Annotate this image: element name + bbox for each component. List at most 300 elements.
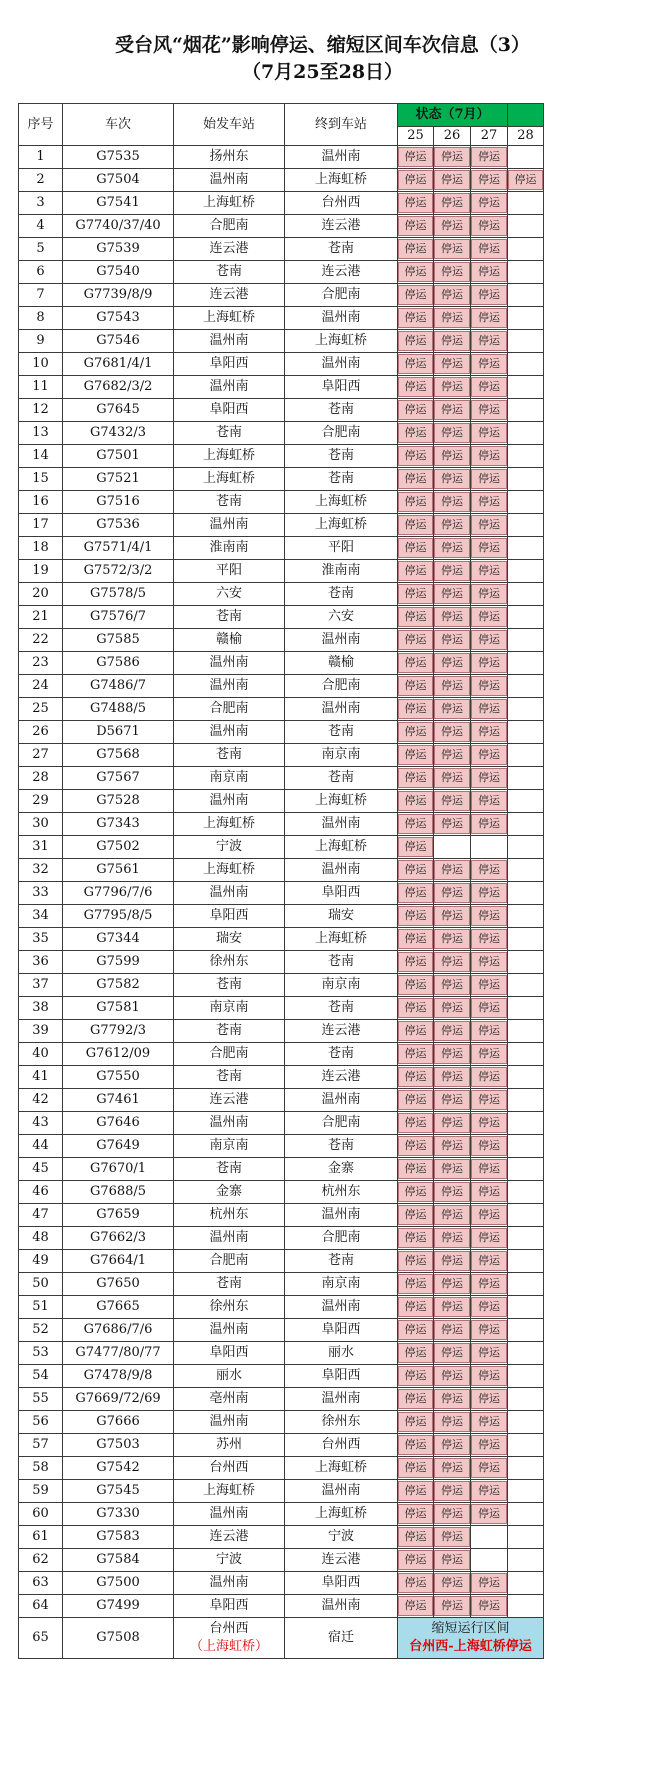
stop-badge: 停运 [434,722,470,742]
status-cell [398,951,434,974]
stop-badge: 停运 [398,630,433,650]
train-number: G7586 [63,652,174,675]
destination-station: 苍南 [285,468,398,491]
row-number: 19 [19,560,63,583]
stop-badge: 停运 [434,1573,470,1593]
stop-badge: 停运 [398,1366,433,1386]
origin-station: 阜阳西 [174,353,285,376]
status-cell [398,1434,434,1457]
row-number: 18 [19,537,63,560]
status-cell [471,1135,508,1158]
train-number: G7503 [63,1434,174,1457]
destination-station: 杭州东 [285,1181,398,1204]
status-cell [471,813,508,836]
stop-badge: 停运 [434,906,470,926]
origin-station: 苍南 [174,974,285,997]
row-number: 64 [19,1595,63,1618]
destination-station: 温州南 [285,1480,398,1503]
stop-badge: 停运 [434,446,470,466]
stop-badge: 停运 [471,561,507,581]
stop-badge: 停运 [471,1251,507,1271]
status-cell [471,1227,508,1250]
stop-badge: 停运 [434,170,470,190]
status-cell [471,1296,508,1319]
status-cell [471,491,508,514]
table-row [19,1411,629,1434]
stop-badge: 停运 [398,1527,433,1547]
table-row [19,675,629,698]
stop-badge: 停运 [471,1412,507,1432]
table-row [19,790,629,813]
stop-badge: 停运 [398,791,433,811]
row-number: 23 [19,652,63,675]
status-cell [508,675,544,698]
status-cell [398,1250,434,1273]
status-cell [508,1112,544,1135]
status-cell [434,629,471,652]
row-number: 10 [19,353,63,376]
train-number: G7669/72/69 [63,1388,174,1411]
table-row [19,1526,629,1549]
destination-station: 阜阳西 [285,1365,398,1388]
status-cell [398,1503,434,1526]
train-number: G7585 [63,629,174,652]
status-cell [434,767,471,790]
stop-badge: 停运 [398,860,433,880]
train-number: G7508 [63,1618,174,1659]
status-cell [434,1503,471,1526]
stop-badge: 停运 [471,745,507,765]
day-header: 27 [471,127,508,146]
stop-badge: 停运 [434,1021,470,1041]
stop-badge: 停运 [398,975,433,995]
status-cell [434,1388,471,1411]
stop-badge: 停运 [471,147,507,167]
status-cell [398,192,434,215]
table-row [19,307,629,330]
stop-badge: 停运 [471,1067,507,1087]
destination-station: 上海虹桥 [285,491,398,514]
row-number: 14 [19,445,63,468]
row-number: 1 [19,146,63,169]
stop-badge: 停运 [471,1090,507,1110]
stop-badge: 停运 [398,745,433,765]
stop-badge: 停运 [434,791,470,811]
train-number: G7688/5 [63,1181,174,1204]
status-cell [398,422,434,445]
origin-station: 苍南 [174,1066,285,1089]
status-cell [508,629,544,652]
stop-badge: 停运 [434,814,470,834]
stop-badge: 停运 [398,1090,433,1110]
status-cell [398,836,434,859]
stop-badge: 停运 [398,607,433,627]
origin-station: 温州南 [174,330,285,353]
status-cell [398,813,434,836]
status-cell [508,1135,544,1158]
status-cell [471,1273,508,1296]
row-number: 59 [19,1480,63,1503]
stop-badge: 停运 [398,147,433,167]
table-row [19,1296,629,1319]
status-cell [434,583,471,606]
stop-badge: 停运 [434,630,470,650]
status-cell [471,169,508,192]
row-number: 26 [19,721,63,744]
table-row [19,422,629,445]
status-cell [398,997,434,1020]
stop-badge: 停运 [471,1159,507,1179]
stop-badge: 停运 [398,676,433,696]
status-cell [434,1480,471,1503]
origin-station: 淮南南 [174,537,285,560]
stop-badge: 停运 [398,722,433,742]
row-number: 3 [19,192,63,215]
status-cell [471,652,508,675]
train-number: G7649 [63,1135,174,1158]
stop-badge: 停运 [471,1113,507,1133]
status-cell [398,928,434,951]
origin-station: 连云港 [174,238,285,261]
stop-badge: 停运 [434,561,470,581]
table-row [19,1112,629,1135]
train-number: G7612/09 [63,1043,174,1066]
train-number: G7739/8/9 [63,284,174,307]
table-row [19,537,629,560]
table-row [19,721,629,744]
status-cell [398,606,434,629]
status-cell [398,1181,434,1204]
row-number: 16 [19,491,63,514]
status-cell [471,399,508,422]
stop-badge: 停运 [471,492,507,512]
page-title: 受台风“烟花”影响停运、缩短区间车次信息（3） [114,34,531,56]
stop-badge: 停运 [471,1573,507,1593]
row-number: 24 [19,675,63,698]
origin-station: 苍南 [174,1273,285,1296]
stop-badge: 停运 [434,1297,470,1317]
status-cell [508,744,544,767]
status-cell [434,1020,471,1043]
stop-badge: 停运 [398,377,433,397]
status-cell [471,951,508,974]
destination-station: 苍南 [285,721,398,744]
status-cell [398,1273,434,1296]
stop-badge: 停运 [398,1251,433,1271]
train-number: G7599 [63,951,174,974]
status-cell [471,997,508,1020]
origin-station: 阜阳西 [174,1595,285,1618]
stop-badge: 停运 [471,768,507,788]
stop-badge: 停运 [434,1320,470,1340]
table-row [19,1020,629,1043]
destination-station: 南京南 [285,744,398,767]
train-number: G7477/80/77 [63,1342,174,1365]
stop-badge: 停运 [471,1435,507,1455]
stop-badge: 停运 [398,469,433,489]
status-cell [508,261,544,284]
stop-badge: 停运 [434,1504,470,1524]
destination-station: 合肥南 [285,1112,398,1135]
origin-station: 金寨 [174,1181,285,1204]
row-number: 42 [19,1089,63,1112]
status-cell [508,353,544,376]
status-cell [434,1204,471,1227]
origin-station: 温州南 [174,1572,285,1595]
status-cell [434,1112,471,1135]
status-cell [508,1319,544,1342]
destination-station: 南京南 [285,1273,398,1296]
status-cell [471,790,508,813]
stop-badge: 停运 [434,515,470,535]
status-cell [471,1434,508,1457]
stop-badge: 停运 [471,515,507,535]
destination-station: 温州南 [285,813,398,836]
stop-badge: 停运 [471,1182,507,1202]
stop-badge: 停运 [398,1159,433,1179]
status-cell [471,1020,508,1043]
stop-badge: 停运 [434,193,470,213]
origin-station: 苍南 [174,744,285,767]
status-cell [398,1227,434,1250]
row-number: 60 [19,1503,63,1526]
origin-station: 温州南 [174,514,285,537]
stop-badge: 停运 [398,331,433,351]
train-number: G7432/3 [63,422,174,445]
header-row [19,104,629,127]
origin-station: 台州西 [174,1457,285,1480]
origin-station: 宁波 [174,836,285,859]
table-row [19,146,629,169]
stop-badge: 停运 [434,1412,470,1432]
destination-station: 温州南 [285,859,398,882]
table-row [19,238,629,261]
status-cell [398,1457,434,1480]
stop-badge: 停运 [471,1481,507,1501]
stop-badge: 停运 [434,492,470,512]
destination-station: 温州南 [285,1204,398,1227]
status-cell [471,882,508,905]
status-cell [471,974,508,997]
status-cell [471,1204,508,1227]
stop-badge: 停运 [471,860,507,880]
status-cell [508,1388,544,1411]
status-cell [471,744,508,767]
status-cell [398,284,434,307]
row-number: 37 [19,974,63,997]
stop-badge: 停运 [434,1067,470,1087]
stop-badge: 停运 [434,1251,470,1271]
status-cell [398,583,434,606]
row-number: 35 [19,928,63,951]
stop-badge: 停运 [434,216,470,236]
table-row [19,836,629,859]
status-cell [508,1572,544,1595]
stop-badge: 停运 [398,308,433,328]
stop-badge: 停运 [434,653,470,673]
origin-station: 六安 [174,583,285,606]
stop-badge: 停运 [471,998,507,1018]
stop-badge: 停运 [434,1136,470,1156]
origin-station: 温州南 [174,169,285,192]
stop-badge: 停运 [471,1504,507,1524]
row-number: 32 [19,859,63,882]
table-row [19,514,629,537]
stop-badge: 停运 [434,239,470,259]
status-cell [434,951,471,974]
stop-badge: 停运 [471,722,507,742]
row-number: 5 [19,238,63,261]
origin-station: 上海虹桥 [174,192,285,215]
train-number: G7546 [63,330,174,353]
status-cell [398,1526,434,1549]
stop-badge: 停运 [398,1182,433,1202]
status-cell [398,1089,434,1112]
status-cell [508,422,544,445]
status-cell [398,330,434,353]
destination-station: 苍南 [285,1250,398,1273]
status-cell [398,790,434,813]
table-row [19,169,629,192]
row-number: 30 [19,813,63,836]
stop-badge: 停运 [398,262,433,282]
table-row [19,1388,629,1411]
status-cell [508,652,544,675]
stop-badge: 停运 [398,400,433,420]
status-cell [398,882,434,905]
row-number: 25 [19,698,63,721]
status-cell [508,1342,544,1365]
destination-station: 温州南 [285,1089,398,1112]
row-number: 31 [19,836,63,859]
row-number: 51 [19,1296,63,1319]
origin-station: 合肥南 [174,215,285,238]
row-number: 48 [19,1227,63,1250]
origin-station: 温州南 [174,790,285,813]
status-cell [434,813,471,836]
status-cell [508,307,544,330]
table-row [19,767,629,790]
stop-badge: 停运 [434,883,470,903]
stop-badge: 停运 [398,1044,433,1064]
origin-station: 苍南 [174,422,285,445]
status-cell [398,1066,434,1089]
status-cell [434,1273,471,1296]
stop-badge: 停运 [471,1343,507,1363]
stop-badge: 停运 [398,1550,433,1570]
status-cell [471,192,508,215]
stop-badge: 停运 [434,745,470,765]
destination-station: 南京南 [285,974,398,997]
status-cell [398,1112,434,1135]
origin-station: 阜阳西 [174,905,285,928]
status-cell [434,675,471,698]
stop-badge: 停运 [398,170,433,190]
status-cell [398,514,434,537]
status-cell [471,1158,508,1181]
status-cell [508,1181,544,1204]
destination-station: 阜阳西 [285,376,398,399]
destination-station: 苍南 [285,767,398,790]
origin-station: 徐州东 [174,1296,285,1319]
table-row [19,1135,629,1158]
status-cell [508,951,544,974]
status-cell [471,1043,508,1066]
table-row [19,1434,629,1457]
destination-station: 淮南南 [285,560,398,583]
row-number: 38 [19,997,63,1020]
stop-badge: 停运 [398,1297,433,1317]
train-number: G7581 [63,997,174,1020]
status-cell [471,698,508,721]
status-cell [508,1066,544,1089]
status-cell [398,652,434,675]
origin-station: 苍南 [174,1020,285,1043]
status-cell [398,675,434,698]
status-cell [434,330,471,353]
status-cell [508,215,544,238]
table-row [19,951,629,974]
status-cell [508,1365,544,1388]
stop-badge: 停运 [398,1504,433,1524]
stop-badge: 停运 [398,1458,433,1478]
destination-station: 阜阳西 [285,1319,398,1342]
stop-badge: 停运 [398,446,433,466]
destination-station: 苍南 [285,238,398,261]
status-cell [471,215,508,238]
destination-station: 苍南 [285,445,398,468]
status-cell [471,445,508,468]
stop-badge: 停运 [434,147,470,167]
table-row [19,1089,629,1112]
destination-station: 上海虹桥 [285,836,398,859]
status-cell [471,560,508,583]
status-cell [398,1365,434,1388]
status-cell [434,1089,471,1112]
destination-station: 上海虹桥 [285,790,398,813]
status-cell [434,560,471,583]
status-cell [508,1503,544,1526]
train-number: G7343 [63,813,174,836]
table-row [19,330,629,353]
status-cell [508,192,544,215]
destination-station: 温州南 [285,1296,398,1319]
train-number: G7540 [63,261,174,284]
stop-badge: 停运 [434,1274,470,1294]
status-cell [471,376,508,399]
stop-badge: 停运 [434,1343,470,1363]
stop-badge: 停运 [398,1205,433,1225]
status-cell [434,1526,471,1549]
status-cell [508,1411,544,1434]
stop-badge: 停运 [434,469,470,489]
row-number: 28 [19,767,63,790]
stop-badge: 停运 [471,262,507,282]
status-cell [398,399,434,422]
train-number: G7572/3/2 [63,560,174,583]
status-cell [434,1342,471,1365]
destination-station: 连云港 [285,1549,398,1572]
status-cell [434,1365,471,1388]
status-cell [471,1457,508,1480]
origin-station: 连云港 [174,1526,285,1549]
train-status-table [18,103,629,1659]
stop-badge: 停运 [471,423,507,443]
status-cell [434,1296,471,1319]
status-cell [471,1388,508,1411]
destination-station: 台州西 [285,192,398,215]
origin-station: 苏州 [174,1434,285,1457]
